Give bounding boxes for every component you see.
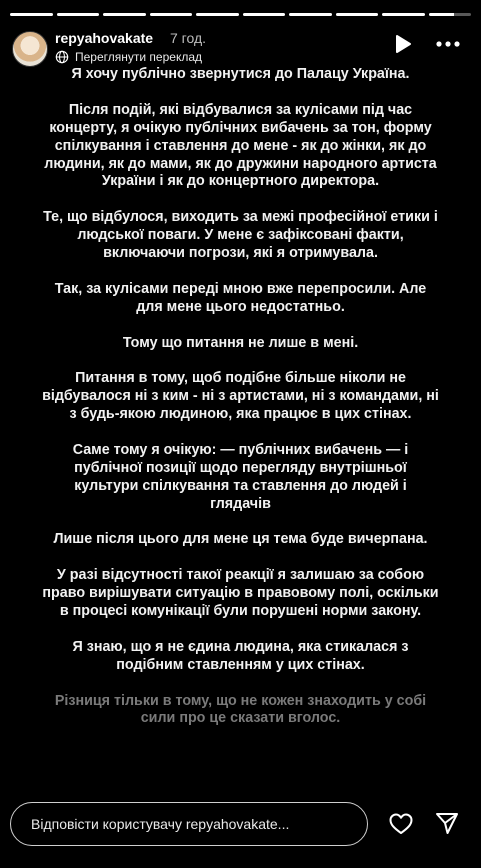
play-icon[interactable] xyxy=(391,33,413,55)
globe-icon xyxy=(55,50,69,64)
progress-segment xyxy=(196,13,239,16)
story-header xyxy=(10,28,471,68)
story-paragraph: Те, що відбулося, виходить за межі професійної етики і людської поваги. У мене є зафіксовані факти, включаючи погрози, які я отримувала. xyxy=(43,209,438,262)
progress-segment xyxy=(382,13,425,16)
reply-input[interactable]: Відповісти користувачу repyahovakate... xyxy=(10,802,368,846)
story-paragraph: Тому що питання не лише в мені. xyxy=(122,334,359,351)
story-progress-bar xyxy=(10,13,471,16)
story-paragraph: Я знаю, що я не єдина людина, яка стикалася з подібним ставленням у цих стінах. xyxy=(72,638,409,673)
progress-segment xyxy=(10,13,53,16)
story-paragraph: Саме тому я очікую: — публічних вибачень — і публічної позиції щодо перегляду внутрішньої культури спілкування та ставлення до людей і глядачів xyxy=(72,441,409,512)
translate-label: Переглянути переклад xyxy=(75,50,203,64)
username[interactable]: repyahovakate xyxy=(55,30,154,46)
send-icon[interactable] xyxy=(434,811,460,837)
progress-segment-current xyxy=(429,13,472,16)
avatar[interactable] xyxy=(12,31,48,67)
story-paragraph: Лише після цього для мене ця тема буде вичерпана. xyxy=(53,531,428,548)
story-paragraph: Я хочу публічно звернутися до Палацу Україна. xyxy=(71,66,410,82)
progress-segment xyxy=(150,13,193,16)
translate-link[interactable] xyxy=(55,50,202,64)
progress-segment xyxy=(243,13,286,16)
progress-segment xyxy=(103,13,146,16)
story-text xyxy=(42,66,439,746)
more-options-icon[interactable] xyxy=(435,33,461,55)
story-paragraph: Після подій, які відбувалися за кулісами під час концерту, я очікую публічних вибачень за тон, форму спілкування і ставлення до мене - як до жінки, як до людини, як до мами, як до дружини народного артиста України і як до концертного директора. xyxy=(44,101,437,190)
progress-segment xyxy=(57,13,100,16)
progress-segment xyxy=(289,13,332,16)
post-time: 7 год. xyxy=(170,30,207,46)
heart-icon[interactable] xyxy=(388,811,414,837)
progress-segment xyxy=(336,13,379,16)
story-paragraph: У разі відсутності такої реакції я залишаю за собою право вирішувати ситуацію в правовому полі, оскільки в процесі комунікації були порушені норми закону. xyxy=(42,567,439,620)
story-paragraph: Так, за кулісами переді мною вже перепросили. Але для мене цього недостатньо. xyxy=(54,280,427,315)
story-paragraph: Різниця тільки в тому, що не кожен знаходить у собі сили про це сказати вголос. xyxy=(54,692,427,727)
story-paragraph: Питання в тому, щоб подібне більше ніколи не відбувалося ні з ким - ні з артистами, ні з командами, ні з будь-якою людиною, яка працює в цих стінах. xyxy=(42,370,439,423)
story-footer xyxy=(10,802,471,852)
